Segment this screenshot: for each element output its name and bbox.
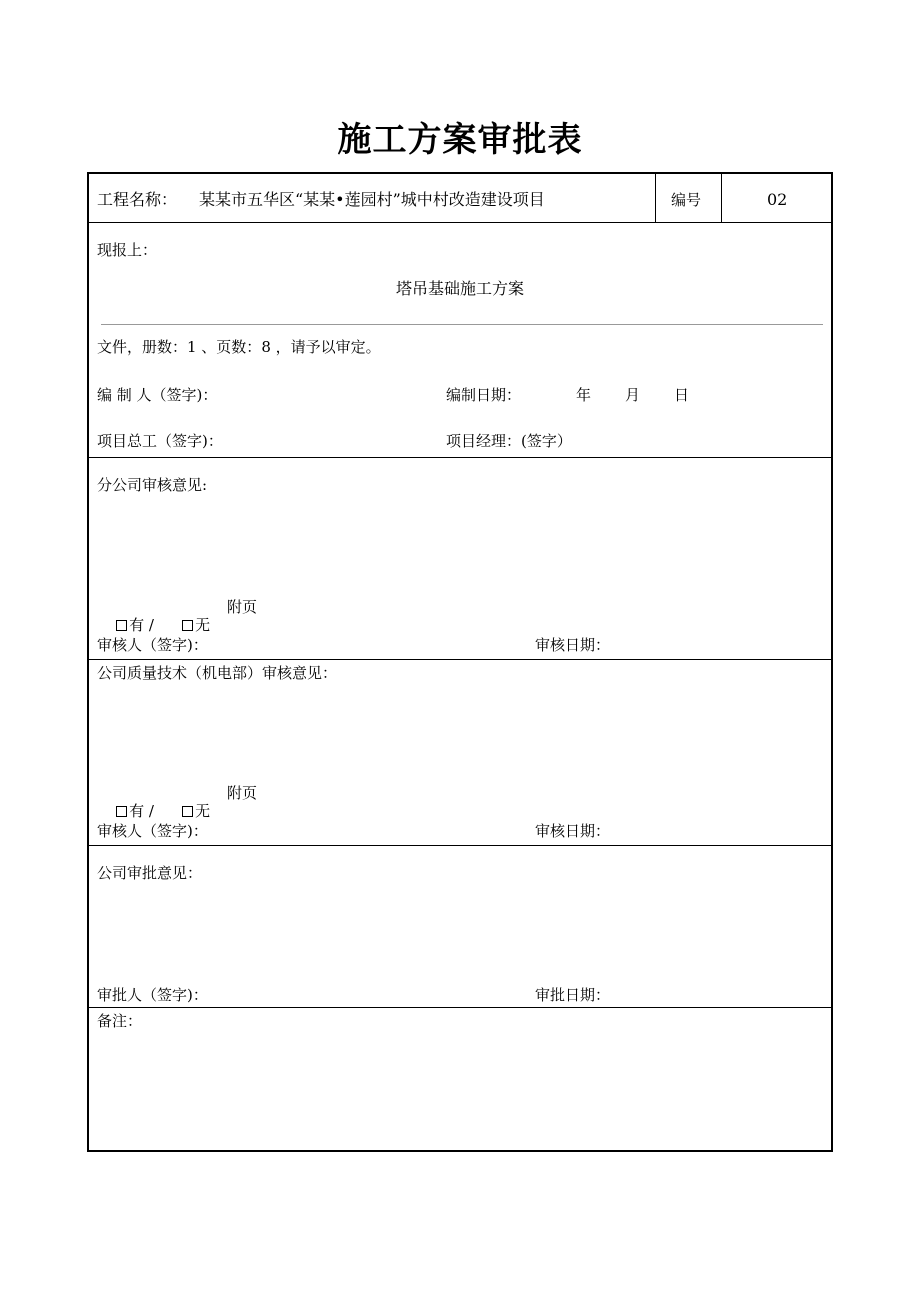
attachment-label: 附页 xyxy=(227,784,258,802)
checkbox-no[interactable] xyxy=(182,806,193,817)
branch-review-date-label: 审核日期： xyxy=(535,636,611,654)
header-divider xyxy=(721,174,722,222)
compile-day-label: 日 xyxy=(674,386,690,404)
compile-month-label: 月 xyxy=(625,386,641,404)
plan-underline xyxy=(101,324,823,325)
number-label: 编号 xyxy=(671,191,702,209)
attachment-label: 附页 xyxy=(227,598,258,616)
project-manager-label: 项目经理：(签字） xyxy=(446,432,572,450)
quality-review-label: 公司质量技术（机电部）审核意见： xyxy=(97,664,338,682)
quality-review-date-label: 审核日期： xyxy=(535,822,611,840)
plan-name[interactable]: 塔吊基础施工方案 xyxy=(395,279,524,298)
compiler-signature-label: 编 制 人（签字)： xyxy=(97,386,218,404)
approval-form xyxy=(87,172,833,1152)
project-name-label: 工程名称： xyxy=(97,190,178,209)
branch-review-label: 分公司审核意见: xyxy=(97,476,208,494)
quality-reviewer-label: 审核人（签字)： xyxy=(97,822,208,840)
option-no-label: 无 xyxy=(195,802,211,820)
row-divider xyxy=(89,222,831,223)
compile-year-label: 年 xyxy=(576,386,592,404)
page-title: 施工方案审批表 xyxy=(337,120,583,160)
compile-date-label: 编制日期： xyxy=(446,386,522,404)
number-value[interactable]: 02 xyxy=(767,190,788,209)
file-info[interactable]: 文件，册数：1 、页数：8 ，请予以审定。 xyxy=(97,338,381,356)
row-divider xyxy=(89,1007,831,1008)
checkbox-no[interactable] xyxy=(182,620,193,631)
submit-label: 现报上： xyxy=(97,241,158,259)
branch-reviewer-label: 审核人（签字)： xyxy=(97,636,208,654)
approver-label: 审批人（签字)： xyxy=(97,986,208,1004)
checkbox-yes[interactable] xyxy=(116,620,127,631)
chief-engineer-label: 项目总工（签字)： xyxy=(97,432,223,450)
header-divider xyxy=(655,174,656,222)
project-name-value[interactable]: 某某市五华区“某某•莲园村”城中村改造建设项目 xyxy=(199,190,545,209)
option-yes-label: 有 / xyxy=(129,802,154,820)
row-divider xyxy=(89,845,831,846)
company-approval-label: 公司审批意见： xyxy=(97,864,203,882)
row-divider xyxy=(89,659,831,660)
option-no-label: 无 xyxy=(195,616,211,634)
approval-date-label: 审批日期： xyxy=(535,986,611,1004)
checkbox-yes[interactable] xyxy=(116,806,127,817)
remarks-label: 备注： xyxy=(97,1012,143,1030)
option-yes-label: 有 / xyxy=(129,616,154,634)
row-divider xyxy=(89,457,831,458)
